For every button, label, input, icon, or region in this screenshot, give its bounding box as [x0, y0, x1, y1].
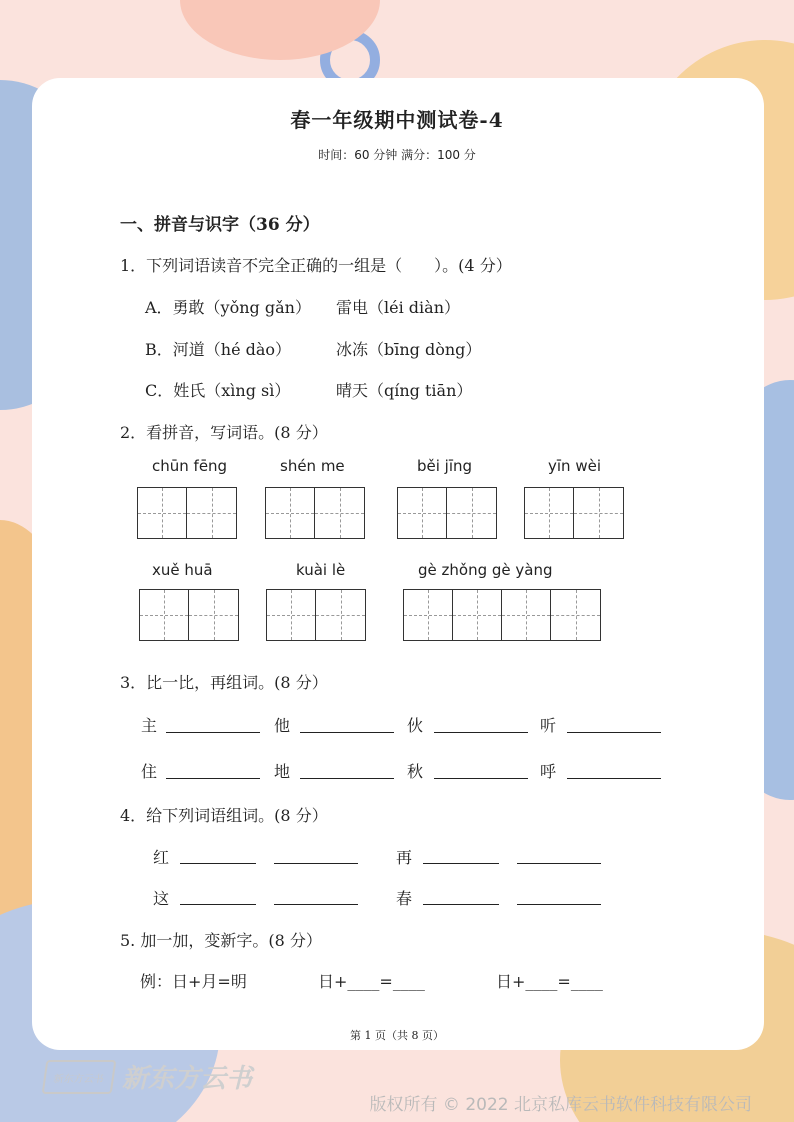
compare-char: 主 [141, 716, 158, 735]
option-b-word2: 冰冻（bīng dòng） [336, 340, 482, 359]
option-a-word1: A．勇敢（yǒng gǎn） [145, 298, 311, 317]
copyright-text: 版权所有 © 2022 北京私库云书软件科技有限公司 [369, 1095, 752, 1115]
answer-line[interactable] [423, 903, 499, 905]
section-heading: 一、拼音与识字（36 分） [120, 215, 320, 235]
fill-blank[interactable]: 日+____=____ [496, 972, 603, 991]
answer-line[interactable] [180, 903, 256, 905]
compare-char: 地 [274, 762, 291, 781]
compare-char: 住 [141, 762, 158, 781]
exam-meta: 时间：60 分钟 满分：100 分 [318, 148, 476, 162]
question-1: 1．下列词语读音不完全正确的一组是（ ）。(4 分） [120, 256, 512, 275]
answer-line[interactable] [300, 777, 394, 779]
answer-line[interactable] [434, 731, 528, 733]
compare-char: 呼 [540, 762, 557, 781]
writing-grid[interactable] [265, 487, 365, 539]
word-char: 红 [153, 848, 170, 867]
writing-grid[interactable] [266, 589, 366, 641]
pinyin-label: yīn wèi [548, 457, 601, 475]
answer-line[interactable] [166, 777, 260, 779]
question-2: 2．看拼音，写词语。(8 分） [120, 423, 328, 442]
pinyin-label: běi jīng [417, 457, 473, 475]
word-char: 这 [153, 889, 170, 908]
answer-line[interactable] [517, 903, 601, 905]
pinyin-label: xuě huā [152, 561, 213, 579]
question-4: 4．给下列词语组词。(8 分） [120, 806, 328, 825]
answer-line[interactable] [517, 862, 601, 864]
answer-line[interactable] [180, 862, 256, 864]
compare-char: 听 [540, 716, 557, 735]
answer-line[interactable] [567, 731, 661, 733]
question-5: 5. 加一加，变新字。(8 分） [120, 931, 322, 950]
writing-grid[interactable] [397, 487, 497, 539]
writing-grid[interactable] [137, 487, 237, 539]
question-3: 3．比一比，再组词。(8 分） [120, 673, 328, 692]
answer-line[interactable] [434, 777, 528, 779]
writing-grid[interactable] [403, 589, 601, 641]
option-c-word2: 晴天（qíng tiān） [336, 381, 473, 400]
pinyin-label: gè zhǒng gè yàng [418, 561, 553, 579]
page-title: 春一年级期中测试卷-4 [290, 108, 504, 132]
fill-blank[interactable]: 日+____=____ [318, 972, 425, 991]
option-a-word2: 雷电（léi diàn） [336, 298, 460, 317]
brand-logo [44, 1058, 252, 1095]
writing-grid[interactable] [524, 487, 624, 539]
example-text: 例：日+月=明 [140, 972, 247, 991]
compare-char: 他 [274, 716, 291, 735]
option-c-word1: C．姓氏（xìng sì） [145, 381, 291, 400]
compare-char: 伙 [407, 716, 424, 735]
answer-line[interactable] [166, 731, 260, 733]
answer-line[interactable] [423, 862, 499, 864]
compare-char: 秋 [407, 762, 424, 781]
pinyin-label: kuài lè [296, 561, 346, 579]
writing-grid[interactable] [139, 589, 239, 641]
page-number: 第 1 页（共 8 页） [350, 1029, 444, 1042]
pinyin-label: chūn fēng [152, 457, 228, 475]
book-icon: 新东方云书 [42, 1060, 117, 1094]
answer-line[interactable] [567, 777, 661, 779]
option-b-word1: B．河道（hé dào） [145, 340, 292, 359]
word-char: 春 [396, 889, 413, 908]
word-char: 再 [396, 848, 413, 867]
brand-name: 新东方云书 [122, 1064, 253, 1094]
answer-line[interactable] [274, 862, 358, 864]
answer-line[interactable] [300, 731, 394, 733]
pinyin-label: shén me [280, 457, 345, 475]
answer-line[interactable] [274, 903, 358, 905]
